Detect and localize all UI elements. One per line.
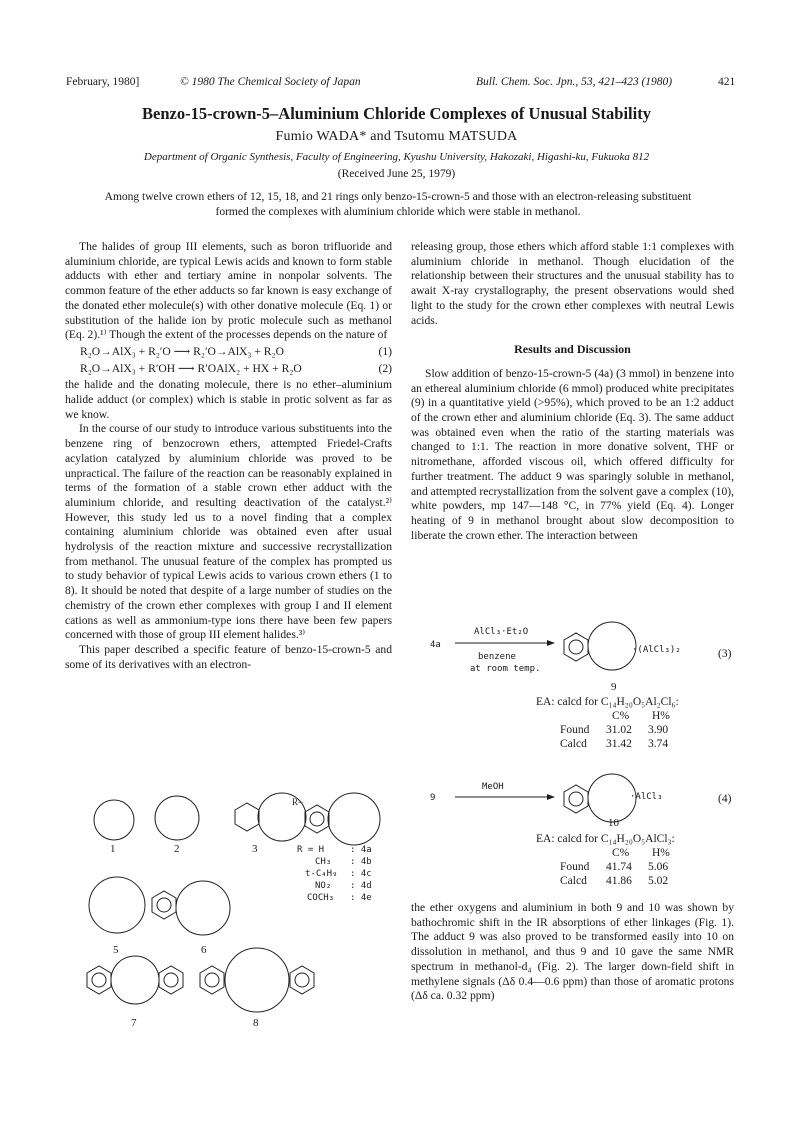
intro-paragraph: The halides of group III elements, such as boron trifluoride and aluminium chloride, are typical Lewis acids and known to form stable adducts with ether and tertiary amine in nonpolar solvents. The common feature of the ether adducts so far known is easy exchange of the donated ether molecule(s) with other donative molecule (Eq. 1) or substitution of the halide ion by protic molecule such as methanol (Eq. 2).¹⁾ Though the extent of the processes depends on the nature of bbox=[65, 240, 392, 342]
elemental-analysis-9: EA: calcd for C₁₄H₂₀O₅Al₂Cl₆: bbox=[536, 696, 679, 708]
paragraph: the ether oxygens and aluminium in both 9 and 10 was shown by bathochromic shift in the IR absorptions of ether linkages (Fig. 1). The adduct 9 was also proved to be transformed easily into 10 on dissolution in methanol, and thus 9 and 10 gave the same NMR spectrum in methanol-d₄ (Fig. 2). The larger down-field shift in methylene signals (Δδ 0.4—0.6 ppm) than those of aromatic protons (Δδ ca. 0.32 ppm) bbox=[411, 901, 734, 1003]
section-heading: Results and Discussion bbox=[514, 342, 631, 357]
substituent-r: t-C₄H₉ bbox=[305, 869, 338, 879]
ea-found-c: 41.74 bbox=[606, 861, 632, 873]
abstract: Among twelve crown ethers of 12, 15, 18, and 21 rings only benzo-15-crown-5 and those with an electron-releasing substituent formed the complexes with aluminium chloride which were stable in methanol. bbox=[104, 191, 692, 218]
compound-label-7: 7 bbox=[131, 1017, 137, 1029]
ea-header-c: C% bbox=[612, 710, 630, 722]
benzene-ring-4 bbox=[305, 805, 329, 833]
crown-ring-5 bbox=[89, 877, 145, 933]
scheme3-product-suffix: ·(AlCl₃)₂ bbox=[632, 645, 681, 655]
paper-title: Benzo-15-crown-5–Aluminium Chloride Complexes of Unusual Stability bbox=[142, 104, 651, 123]
ea-header-h: H% bbox=[652, 710, 670, 722]
ea-found-h: 3.90 bbox=[648, 724, 669, 736]
compound-label-3: 3 bbox=[252, 843, 258, 855]
substituent-r: R = H bbox=[297, 845, 325, 855]
received-date: (Received June 25, 1979) bbox=[337, 168, 456, 180]
elemental-analysis-10: EA: calcd for C₁₄H₂₀O₅AlCl₃: bbox=[536, 833, 675, 845]
substituent-id: : 4c bbox=[350, 869, 372, 879]
benzo-15-crown-5-structure bbox=[560, 770, 638, 824]
header-copyright: © 1980 The Chemical Society of Japan bbox=[180, 76, 361, 88]
substituent-id: : 4d bbox=[350, 881, 372, 891]
equation-4-number: (4) bbox=[718, 793, 732, 805]
scheme3-conditions: at room temp. bbox=[470, 664, 541, 674]
crown-ring-6 bbox=[176, 881, 230, 935]
ea-calcd-label: Calcd bbox=[560, 738, 587, 750]
scheme4-start: 9 bbox=[430, 793, 436, 803]
benzene-ring-6 bbox=[152, 891, 176, 919]
compound-label-2: 2 bbox=[174, 843, 180, 855]
substituent-r: COCH₃ bbox=[307, 893, 335, 903]
header-citation: Bull. Chem. Soc. Jpn., 53, 421–423 (1980) bbox=[476, 76, 673, 88]
paragraph: the halide and the donating molecule, there is no ether–aluminium halide adduct (or complex) which is stable in protic solvent as far as we know. bbox=[65, 378, 392, 421]
scheme3-reagent: AlCl₃·Et₂O bbox=[474, 627, 529, 637]
substituent-id: : 4a bbox=[350, 845, 372, 855]
paragraph: Slow addition of benzo-15-crown-5 (4a) (3 mmol) in benzene into an ethereal aluminium chloride (6 mmol) produced white precipitates (9) in a quantitative yield (>95%), which proved to be an 1:2 adduct of the crown ether and aluminium chloride (Eq. 3). The same adduct was obtained even when the ratio of the starting materials was changed to 1:1. The reaction in more donative solvent, THF or nitromethane, afforded viscous oil, which offered difficulty for further treatment. The adduct 9 was sparingly soluble in methanol, and attempted recrystallization from the solvent gave a complex (10), white powders, mp 147—148 °C, in 77% yield (Eq. 4). Longer heating of 9 in methanol brought about slow decomposition to liberate the crown ether. The interaction between bbox=[411, 366, 734, 542]
paragraph: This paper described a specific feature of benzo-15-crown-5 and some of its derivatives with an electron- bbox=[65, 642, 392, 671]
ea-found-label: Found bbox=[560, 861, 590, 873]
crown-ring-7 bbox=[111, 956, 159, 1004]
scheme4-product-suffix: ·AlCl₃ bbox=[630, 792, 663, 802]
scheme4-reagent: MeOH bbox=[482, 782, 504, 792]
crown-ring-8 bbox=[225, 948, 289, 1012]
compound-label-10: 10 bbox=[608, 817, 619, 829]
crown-ring-1 bbox=[94, 800, 134, 840]
compound-label-8: 8 bbox=[253, 1017, 259, 1029]
substituent-r: CH₃ bbox=[315, 857, 332, 867]
affiliation: Department of Organic Synthesis, Faculty of Engineering, Kyushu University, Hakozaki, Higashi-ku, Fukuoka 812 bbox=[143, 151, 650, 163]
ea-header-h: H% bbox=[652, 847, 670, 859]
ea-found-label: Found bbox=[560, 724, 590, 736]
crown-ring-2 bbox=[155, 796, 199, 840]
equation-3-number: (3) bbox=[718, 648, 732, 660]
paragraph: releasing group, those ethers which afford stable 1:1 complexes with aluminium chloride in methanol. Though elucidation of the relationship between their structures and the unusual stability has to await X-ray crystallography, the present observations would shed light to the study for the crown ether complexes with neutral Lewis acids. bbox=[411, 240, 734, 327]
ea-calcd-c: 31.42 bbox=[606, 738, 632, 750]
header-page-number: 421 bbox=[718, 76, 736, 88]
compound-label-9: 9 bbox=[611, 681, 617, 693]
r-substituent-label: R– bbox=[292, 797, 303, 807]
ea-found-c: 31.02 bbox=[606, 724, 632, 736]
authors: Fumio WADA* and Tsutomu MATSUDA bbox=[275, 129, 518, 144]
paragraph: In the course of our study to introduce various substituents into the benzene ring of benzocrown ethers, attempted Friedel-Crafts acylation catalyzed by aluminium chloride was proved to be unpractical. The failure of the reaction can be reasonably explained in terms of the formation of a stable crown ether adduct with the aluminium chloride, and resulting deactivation of the catalyst.²⁾ However, this study led us to a novel finding that a complex containing aluminium chloride was obtained even after usual hydrolysis of the reaction mixture and successive recrystallization from methanol. The unusual feature of the complex has prompted us to study behavior of typical Lewis acids to various crown ethers (1 to 8). It should be noted that despite of a large number of studies on the chemistry of the crown ether complexes with group I and II element cations as well as ammonium-type ions there have been few papers concerned with those of group III element halides.³⁾ bbox=[65, 422, 392, 642]
benzo-15-crown-5-structure bbox=[560, 618, 638, 672]
equation-1: R₂O→AlX₃ + R₂′O ⟶ R₂′O→AlX₃ + R₂O (1) bbox=[80, 344, 392, 358]
ea-found-h: 5.06 bbox=[648, 861, 669, 873]
scheme3-start: 4a bbox=[430, 640, 441, 650]
scheme4-arrow bbox=[455, 792, 555, 802]
substituent-id: : 4e bbox=[350, 893, 372, 903]
compound-label-6: 6 bbox=[201, 944, 207, 956]
substituent-r: NO₂ bbox=[315, 881, 332, 891]
ea-calcd-c: 41.86 bbox=[606, 875, 632, 887]
crown-ether-structures-figure bbox=[65, 790, 395, 1030]
ea-calcd-h: 3.74 bbox=[648, 738, 669, 750]
left-column bbox=[65, 240, 392, 672]
right-column bbox=[411, 240, 734, 543]
scheme3-arrow bbox=[455, 638, 555, 648]
equation-2: R₂O→AlX₃ + R′OH ⟶ R′OAlX₂ + HX + R₂O (2) bbox=[80, 361, 392, 375]
ea-calcd-label: Calcd bbox=[560, 875, 587, 887]
crown-ring-4 bbox=[328, 793, 380, 845]
header-date: February, 1980] bbox=[66, 76, 140, 88]
compound-label-1: 1 bbox=[110, 843, 116, 855]
ea-header-c: C% bbox=[612, 847, 630, 859]
substituent-id: : 4b bbox=[350, 857, 372, 867]
ea-calcd-h: 5.02 bbox=[648, 875, 669, 887]
compound-label-5: 5 bbox=[113, 944, 119, 956]
scheme3-solvent: benzene bbox=[478, 652, 516, 662]
cyclohexane-ring bbox=[235, 803, 259, 831]
